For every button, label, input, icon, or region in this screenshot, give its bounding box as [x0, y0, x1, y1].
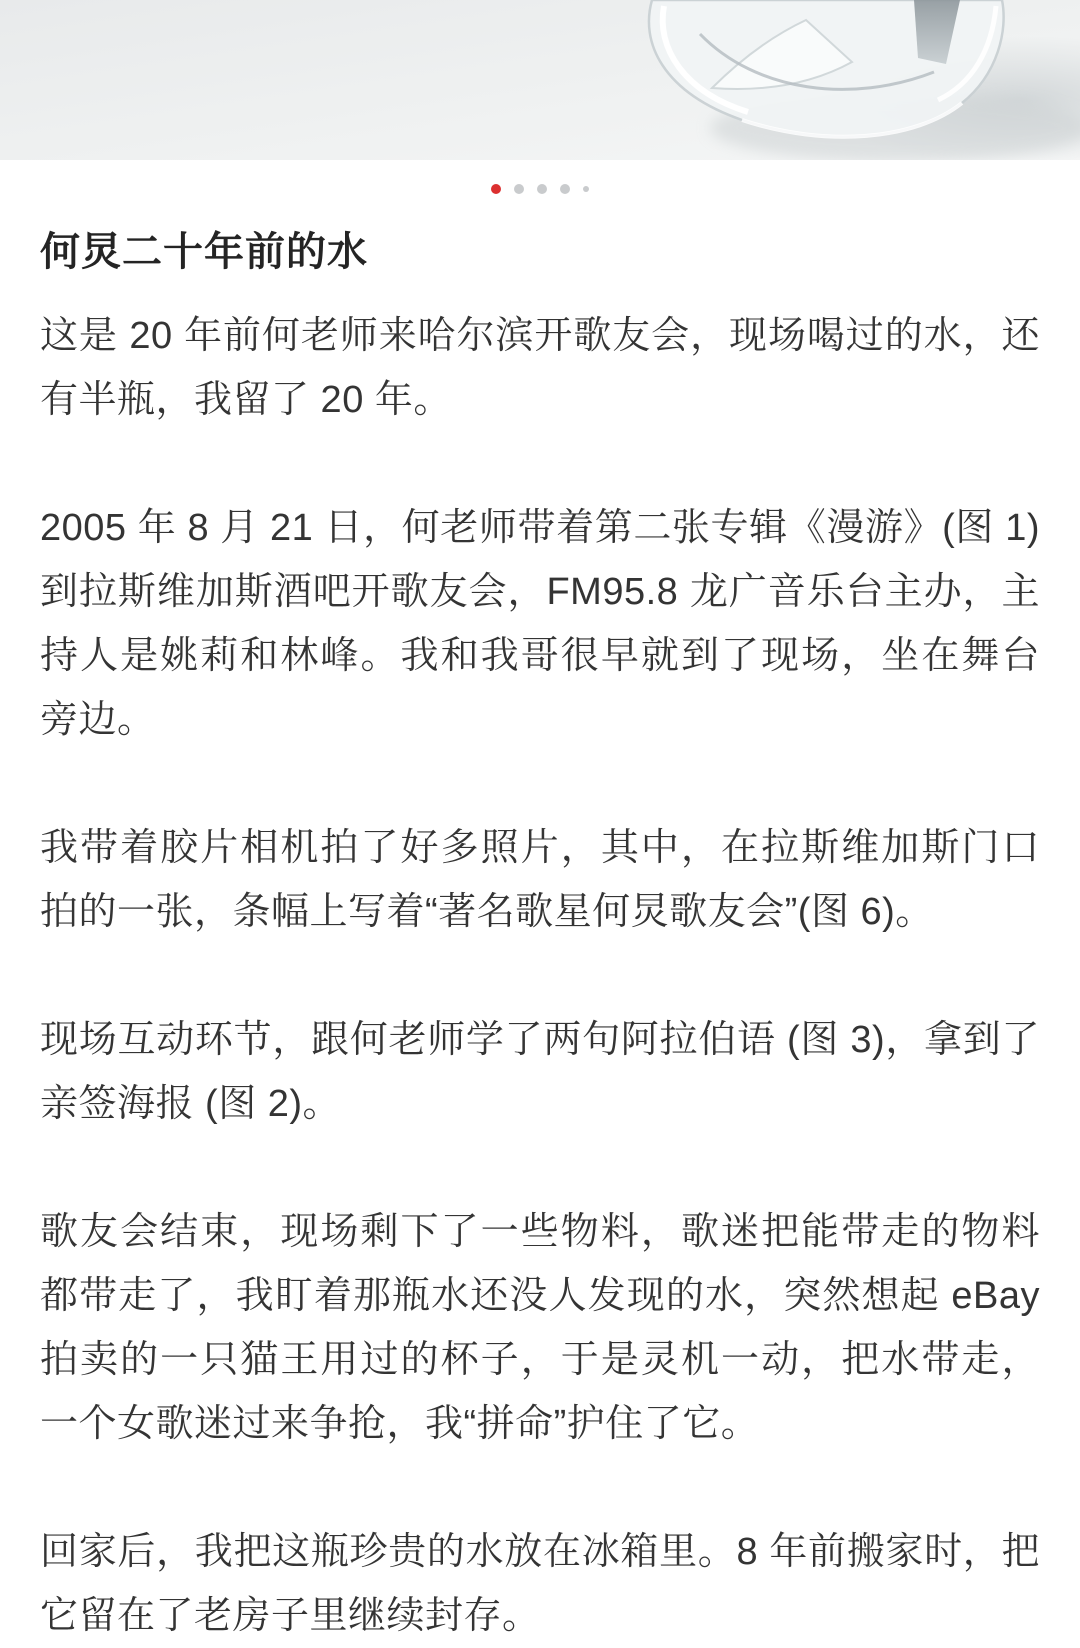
article-paragraph: 我带着胶片相机拍了好多照片，其中，在拉斯维加斯门口拍的一张，条幅上写着“著名歌星何炅歌友会”(图 6)。 — [40, 827, 1040, 933]
carousel-dot-overflow — [583, 186, 589, 192]
carousel-dot-active — [491, 184, 501, 194]
carousel-page-dots — [0, 184, 1080, 194]
carousel-dot — [514, 184, 524, 194]
article-paragraph: 2005 年 8 月 21 日，何老师带着第二张专辑《漫游》(图 1) 到拉斯维加斯酒吧开歌友会，FM95.8 龙广音乐台主办，主持人是姚莉和林峰。我和我哥很早就到了现场，坐在舞台旁边。 — [40, 507, 1040, 741]
bottle-photo-illustration — [0, 0, 1080, 160]
carousel-photo[interactable] — [0, 0, 1080, 160]
article-paragraph: 回家后，我把这瓶珍贵的水放在冰箱里。8 年前搬家时，把它留在了老房子里继续封存。 — [40, 1531, 1040, 1637]
carousel-dot — [537, 184, 547, 194]
article-title: 何炅二十年前的水 — [40, 230, 368, 274]
carousel-dot — [560, 184, 570, 194]
article-body — [40, 304, 1040, 1648]
article-paragraph: 这是 20 年前何老师来哈尔滨开歌友会，现场喝过的水，还有半瓶，我留了 20 年。 — [40, 315, 1040, 421]
article-paragraph: 歌友会结束，现场剩下了一些物料，歌迷把能带走的物料都带走了，我盯着那瓶水还没人发现的水，突然想起 eBay 拍卖的一只猫王用过的杯子，于是灵机一动，把水带走，一个女歌迷过来争抢，我“拼命”护住了它。 — [40, 1211, 1040, 1445]
article-paragraph: 现场互动环节，跟何老师学了两句阿拉伯语 (图 3)，拿到了亲签海报 (图 2)。 — [40, 1019, 1040, 1125]
article-content — [0, 226, 1080, 1648]
